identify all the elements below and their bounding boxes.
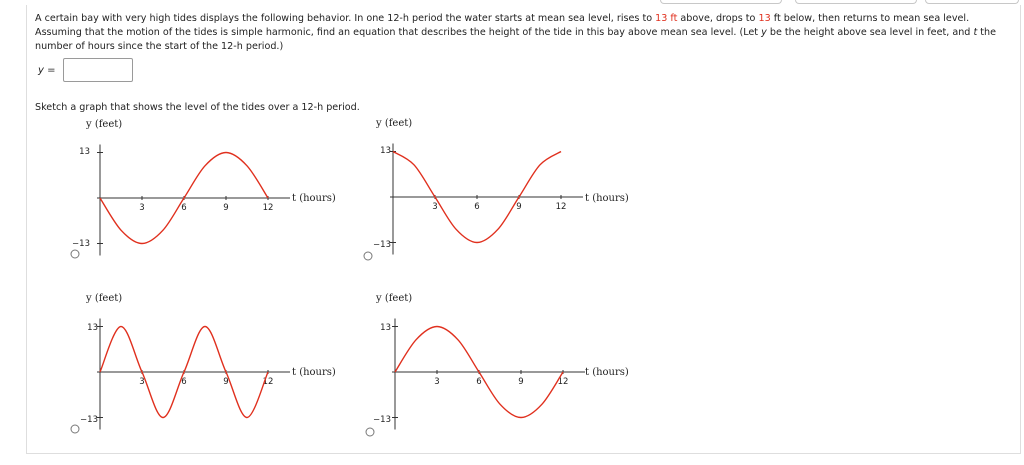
- x-tick-label: 12: [262, 203, 274, 213]
- x-tick-label: 3: [139, 203, 145, 213]
- axes: [97, 145, 290, 256]
- y-tick-bottom: −13: [72, 239, 90, 249]
- highlight-amplitude: 13: [758, 13, 771, 24]
- x-tick-labels: [432, 202, 566, 212]
- x-tick-label: 6: [474, 202, 480, 212]
- x-tick-label: 12: [557, 377, 569, 387]
- x-tick-label: 9: [518, 377, 524, 387]
- y-tick-top: 13: [380, 323, 391, 333]
- y-tick-top: 13: [79, 147, 90, 157]
- sketch-prompt: Sketch a graph that shows the level of the tides over a 12-h period.: [35, 102, 360, 113]
- graph-option-4[interactable]: [366, 293, 629, 436]
- option-2-radio[interactable]: [364, 252, 372, 260]
- answer-label: y =: [38, 64, 56, 76]
- x-tick-label: 6: [181, 203, 187, 213]
- x-tick-label: 3: [139, 377, 145, 387]
- graph-option-2[interactable]: [364, 118, 629, 260]
- axes: [390, 144, 583, 255]
- x-tick-label: 3: [434, 377, 440, 387]
- x-tick-label: 6: [476, 377, 482, 387]
- y-tick-top: 13: [87, 323, 98, 333]
- problem-text: be the height above sea level in feet, and: [766, 27, 974, 38]
- graph-option-3[interactable]: [71, 293, 336, 433]
- x-tick-label: 3: [432, 202, 438, 212]
- graph-option-1[interactable]: [71, 119, 336, 258]
- highlight-amplitude: 13 ft: [655, 13, 678, 24]
- y-axis-label: y (feet): [376, 118, 413, 129]
- x-tick-label: 9: [223, 203, 229, 213]
- x-axis-label: t (hours): [585, 193, 629, 204]
- problem-text: the number of hours since the start of the 12-h period.): [35, 27, 996, 52]
- variable-t: t: [973, 27, 978, 38]
- x-tick-label: 9: [223, 377, 229, 387]
- problem-text: ft below, then returns to mean sea level. Assuming that the motion of the tides is simple harmonic, find an equation that describes the height of the tide in this bay above mean sea level. (Let: [35, 13, 970, 38]
- option-4-radio[interactable]: [366, 428, 374, 436]
- x-tick-label: 9: [516, 202, 522, 212]
- variable-y: y: [761, 27, 767, 38]
- x-tick-label: 6: [181, 377, 187, 387]
- x-tick-labels: [139, 377, 273, 387]
- y-axis-label: y (feet): [86, 293, 123, 304]
- y-tick-top: 13: [380, 146, 391, 156]
- x-tick-labels: [434, 377, 568, 387]
- y-tick-bottom: −13: [373, 415, 391, 425]
- option-3-radio[interactable]: [71, 425, 79, 433]
- option-1-radio[interactable]: [71, 250, 79, 258]
- y-tick-bottom: −13: [80, 415, 98, 425]
- y-axis-label: y (feet): [376, 293, 413, 304]
- axes: [97, 319, 290, 430]
- y-tick-bottom: −13: [373, 240, 391, 250]
- x-axis-label: t (hours): [292, 367, 336, 378]
- x-axis-label: t (hours): [585, 367, 629, 378]
- y-axis-label: y (feet): [86, 119, 123, 130]
- x-tick-labels: [139, 203, 273, 213]
- x-tick-label: 12: [262, 377, 274, 387]
- problem-text: A certain bay with very high tides displays the following behavior. In one 12-h period the water starts at mean sea level, rises to: [35, 13, 656, 24]
- problem-text: above, drops to: [677, 13, 759, 24]
- x-tick-label: 12: [555, 202, 567, 212]
- x-axis-label: t (hours): [292, 193, 336, 204]
